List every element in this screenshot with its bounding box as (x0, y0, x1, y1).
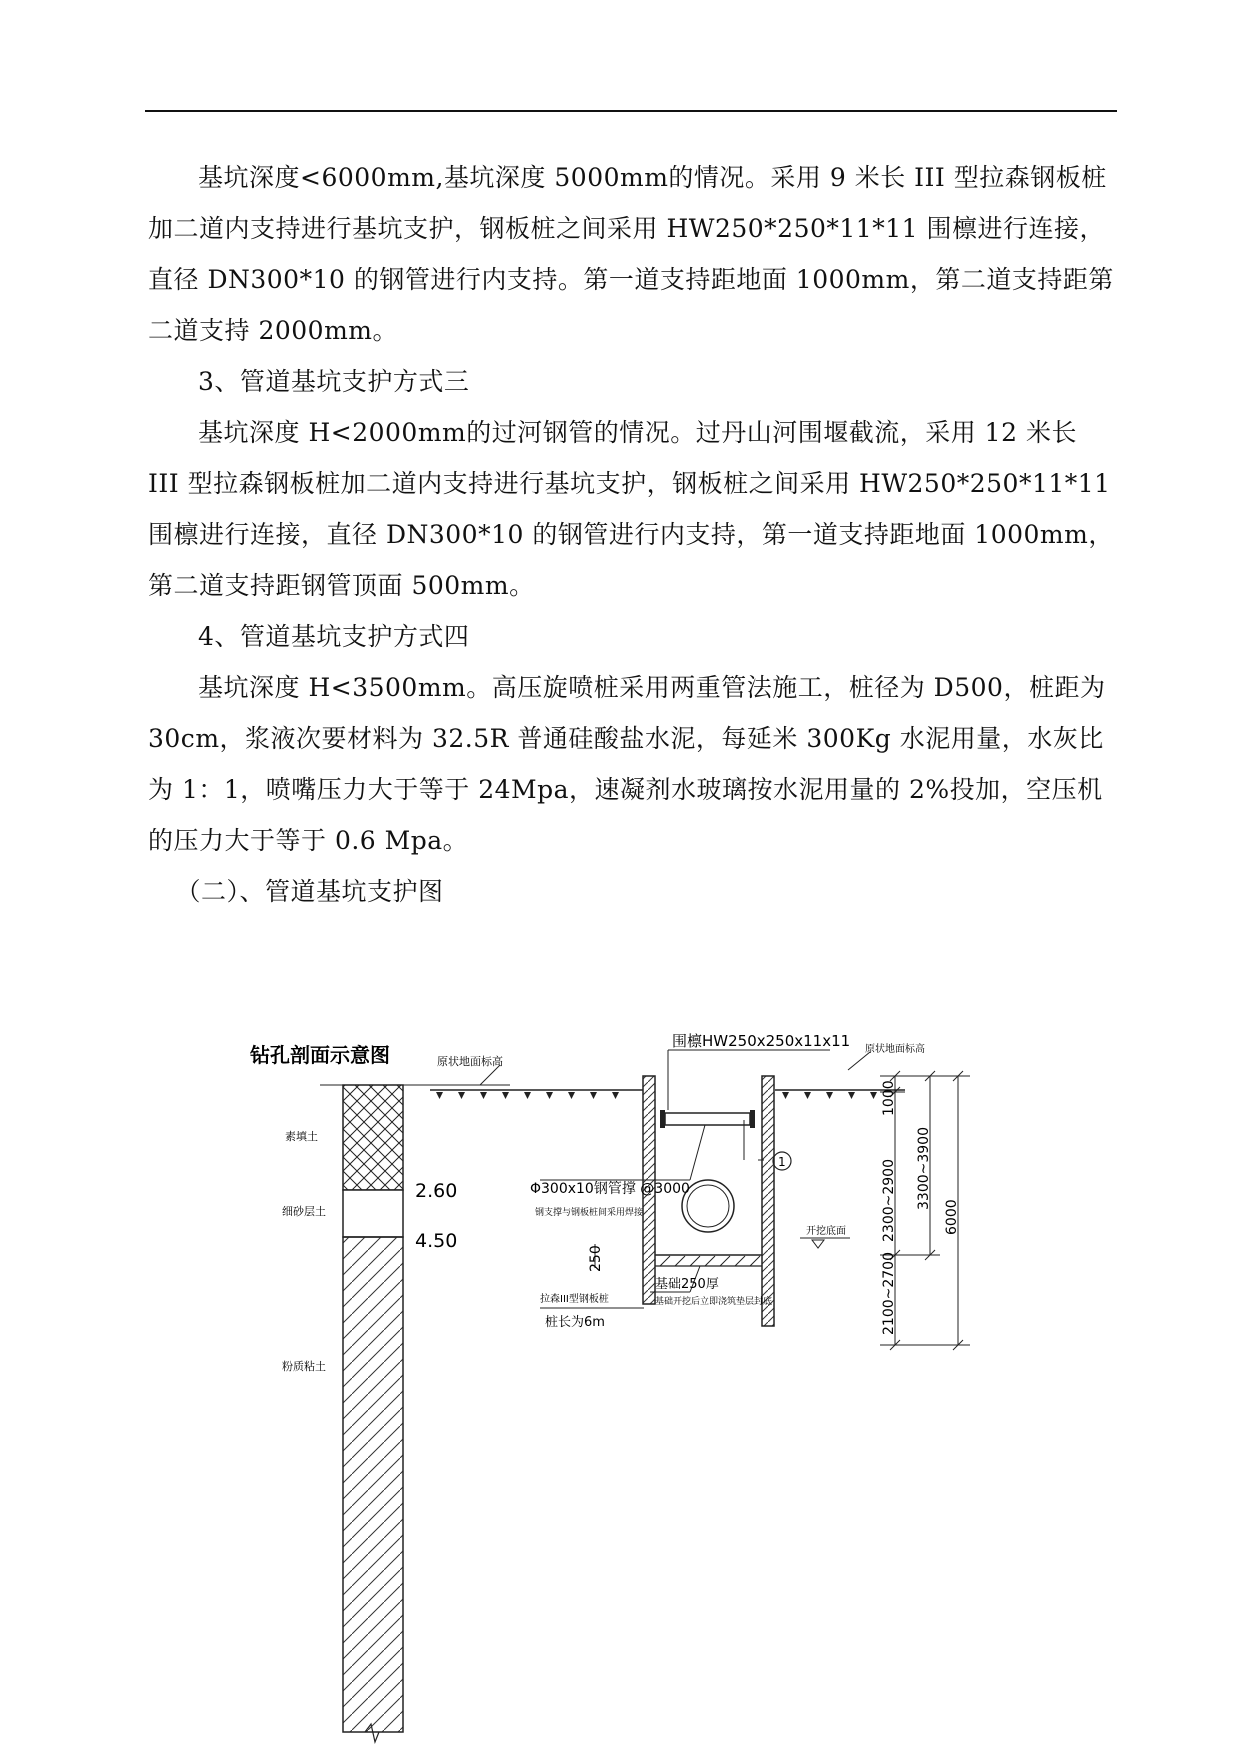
dim-250: 250 (588, 1245, 604, 1272)
strut-label: Φ300x10钢管撑 @3000 (530, 1181, 690, 1197)
borehole-column (343, 1085, 403, 1742)
ground-label-left: 原状地面标高 (437, 1055, 503, 1068)
ground-label-right: 原状地面标高 (865, 1044, 925, 1055)
section-heading: 3、管道基坑支护方式三 (198, 367, 470, 396)
dim-6000: 6000 (944, 1199, 960, 1235)
base-label: 基础250厚 (655, 1277, 719, 1292)
trench-bottom-label: 开挖底面 (806, 1226, 846, 1237)
soil-name-1: 素填土 (285, 1130, 318, 1143)
base-note: 基础开挖后立即浇筑垫层封底 (655, 1297, 773, 1307)
dim-2300-2900: 2300~2900 (881, 1159, 897, 1242)
depth-label-1: 2.60 (415, 1180, 458, 1202)
steel-strut (665, 1113, 750, 1125)
sheet-pile-right (762, 1076, 774, 1326)
section-heading: （二）、管道基坑支护图 (175, 877, 444, 906)
clay-layer (343, 1237, 403, 1732)
dim-1000: 1000 (881, 1080, 897, 1116)
strut-note: 钢支撑与钢板桩间采用焊接 (535, 1208, 644, 1218)
pit-support-diagram (0, 1010, 1241, 1754)
diagram-title: 钻孔剖面示意图 (250, 1043, 390, 1067)
paragraph: 基坑深度<6000mm,基坑深度 5000mm的情况。采用 9 米长 III 型拉森钢板桩加二道内支持进行基坑支护，钢板桩之间采用 HW250*250*11*11 围檩进行连接，直径 DN300*10 的钢管进行内支持。第一道支持距地面 1000mm，第二道支持距第二道支持 2000mm。 (148, 163, 1114, 345)
soil-name-3: 粉质粘土 (282, 1360, 326, 1373)
depth-label-2: 4.50 (415, 1230, 458, 1252)
dim-2100-2700: 2100~2700 (881, 1252, 897, 1335)
waler-label: 围檩HW250x250x11x11 (672, 1032, 851, 1050)
dim-3300-3900: 3300~3900 (916, 1127, 932, 1210)
header-rule (145, 110, 1117, 112)
fill-soil-layer (343, 1085, 403, 1190)
marker-label: 1 (778, 1155, 786, 1169)
section-heading: 4、管道基坑支护方式四 (198, 622, 470, 651)
trench-section (430, 1032, 970, 1350)
ground-hatch-marks (436, 1092, 877, 1099)
sand-layer (343, 1190, 403, 1237)
paragraph: 基坑深度 H<2000mm的过河钢管的情况。过丹山河围堰截流，采用 12 米长 III 型拉森钢板桩加二道内支持进行基坑支护，钢板桩之间采用 HW250*250*11*11 围檩进行连接，直径 DN300*10 的钢管进行内支持，第一道支持距地面 1000mm，第二道支持距钢管顶面 500mm。 (148, 418, 1114, 600)
body-text (148, 152, 1116, 917)
paragraph: 基坑深度 H<3500mm。高压旋喷桩采用两重管法施工，桩径为 D500，桩距为 30cm，浆液次要材料为 32.5R 普通硅酸盐水泥，每延米 300Kg 水泥用量，水灰比为 1：1，喷嘴压力大于等于 24Mpa，速凝剂水玻璃按水泥用量的 2%投加，空压机的压力大于等于 0.6 Mpa。 (148, 673, 1106, 855)
pile-length: 桩长为6m (545, 1315, 605, 1330)
pile-label: 拉森III型钢板桩 (540, 1294, 609, 1305)
soil-name-2: 细砂层土 (282, 1205, 326, 1218)
